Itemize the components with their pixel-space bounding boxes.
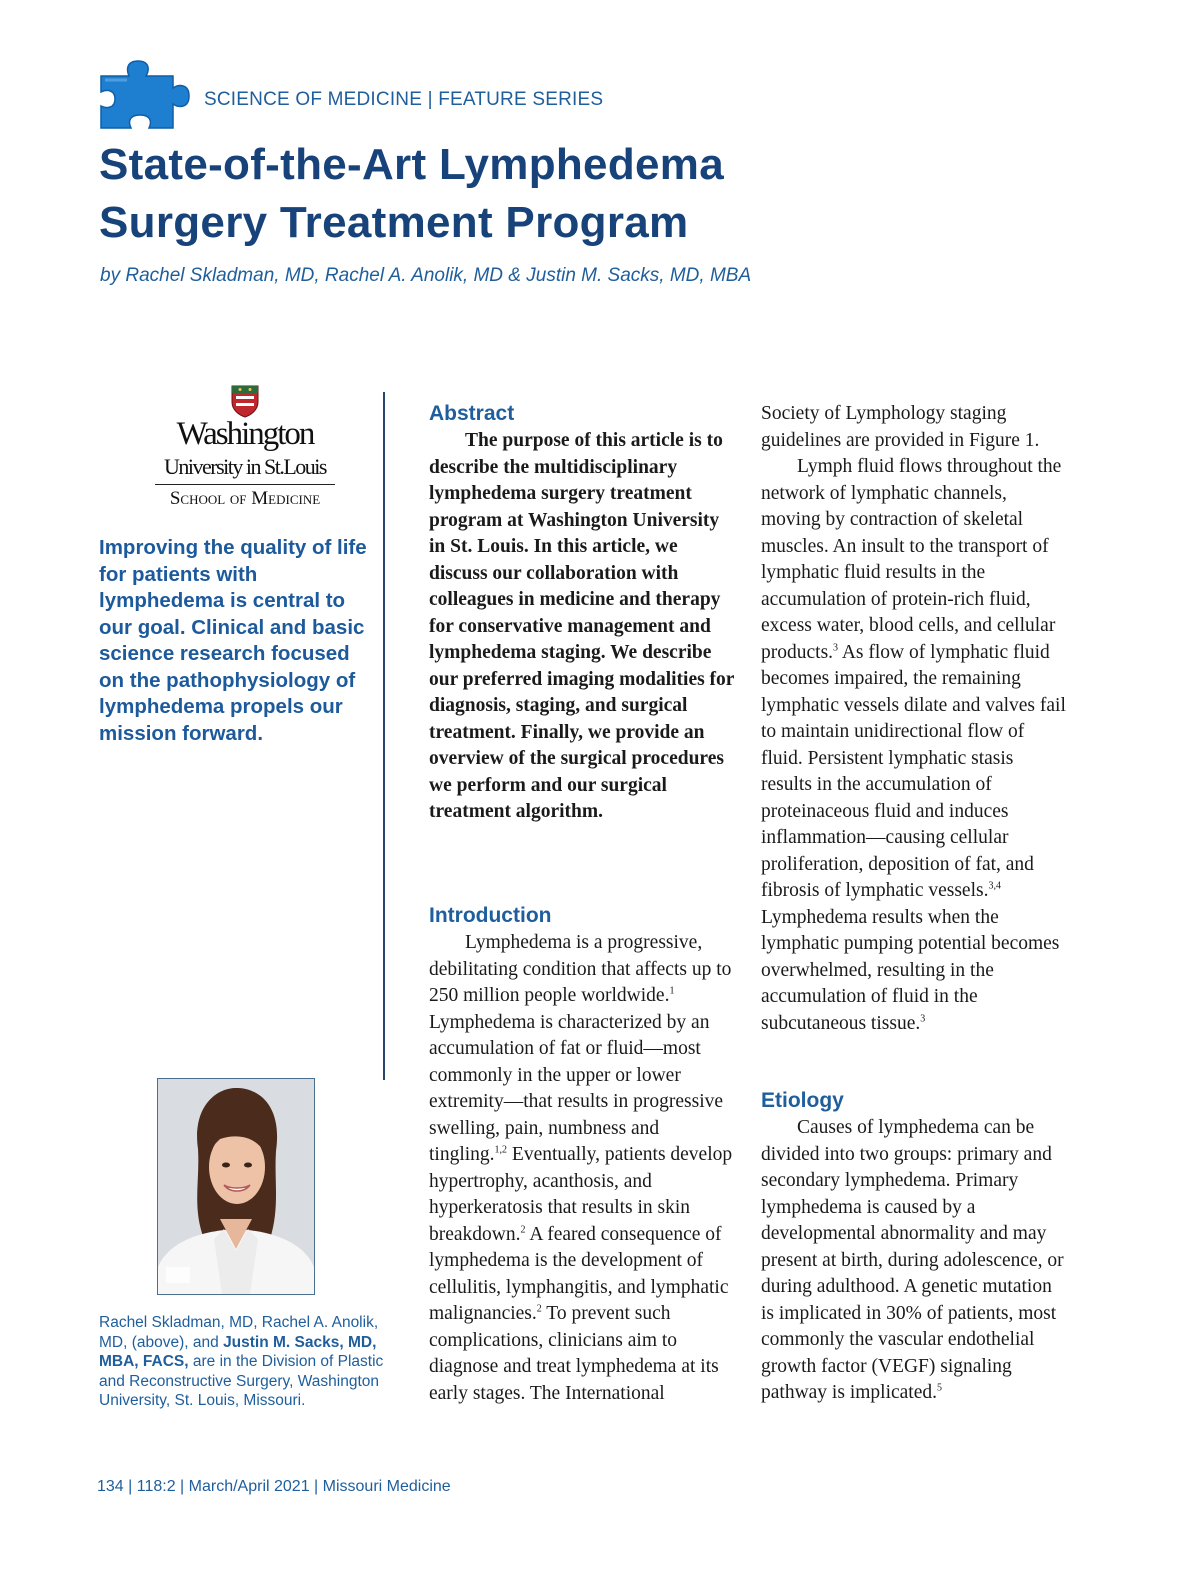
paragraph-text: As flow of lymphatic fluid becomes impaired, the remaining lymphatic vessels dilate and valves fail to maintain unidirectional flow of fluid. Persistent lymphatic stasis results in the accumulation of proteinaceous fluid and induces inflammation—causing cellular proliferation, deposition of fat, and fibrosis of lymphatic vessels. (761, 641, 1066, 901)
abstract-heading: Abstract (429, 402, 515, 425)
paragraph-text: Lymphedema results when the lymphatic pumping potential becomes overwhelmed, resulting in the accumulation of fluid in the subcutaneous tissue. (761, 906, 1060, 1034)
citation-ref: 2 (520, 1224, 526, 1235)
paragraph-text: Causes of lymphedema can be divided into two groups: primary and secondary lymphedema. Primary lymphedema is caused by a developmental abnormality and may present at birth, during adolescence, or during adulthood. A genetic mutation is implicated in 30% of patients, most commonly the vascular endothelial growth factor (VEGF) signaling pathway is implicated. (761, 1117, 1064, 1403)
paragraph-text: Lymph fluid flows throughout the network of lymphatic channels, moving by contraction of skeletal muscles. An insult to the transport of lymphatic fluid results in the accumulation of protein-rich fluid, excess water, blood cells, and cellular products. (761, 456, 1062, 663)
citation-ref: 3 (920, 1013, 926, 1024)
etiology-body (761, 1115, 1066, 1407)
author-portrait-image (158, 1079, 314, 1294)
etiology-paragraph (761, 1115, 1066, 1407)
washu-logo (150, 384, 340, 514)
logo-line-3: School of Medicine (169, 488, 321, 509)
column-divider (383, 392, 385, 1080)
intro-sentence: To prevent such complications, clinicians aim to diagnose and treat lymphedema at its early stages. The International (429, 1303, 719, 1404)
citation-ref: 3,4 (988, 880, 1001, 892)
citation-ref: 5 (937, 1382, 942, 1394)
caption-text-1: Rachel Skladman, MD, Rachel A. Anolik, MD, (above), and (99, 1314, 379, 1351)
logo-divider (155, 484, 335, 485)
intro-sentence: A feared consequence of lymphedema is the development of cellulitis, lymphangitis, and lymphatic malignancies. (429, 1223, 729, 1324)
abstract-body (429, 428, 739, 826)
logo-line-1: Washington (176, 416, 314, 452)
article-title (99, 136, 999, 252)
etiology-heading: Etiology (761, 1089, 844, 1112)
citation-ref: 2 (536, 1303, 542, 1315)
logo-line-2: University in St.Louis (164, 454, 326, 479)
intro-sentence: Lymphedema is a progressive, debilitating condition that affects up to 250 million people worldwide. (429, 932, 732, 1006)
introduction-heading: Introduction (429, 904, 552, 927)
puzzle-piece-icon (93, 58, 193, 134)
caption-author-name: Justin M. Sacks, MD, MBA, FACS, (99, 1333, 377, 1370)
byline: by Rachel Skladman, MD, Rachel A. Anolik, MD & Justin M. Sacks, MD, MBA (100, 265, 752, 286)
abstract-text: The purpose of this article is to describe the multidisciplinary lymphedema surgery treatment program at Washington University in St. Louis. In this article, we discuss our collaboration with colleagues in medicine and therapy for conservative management and lymphedema staging. We describe our preferred imaging modalities for diagnosis, staging, and surgical treatment. Finally, we provide an overview of the surgical procedures we perform and our surgical treatment algorithm. (429, 430, 735, 822)
caption-text-2: are in the Division of Plastic and Reconstructive Surgery, Washington University, St. Louis, Missouri. (99, 1353, 384, 1409)
title-line-1: State-of-the-Art Lymphedema (99, 140, 724, 189)
intro-sentence: Eventually, patients develop hypertrophy, acanthosis, and hyperkeratosis that results in skin breakdown. (429, 1144, 733, 1245)
shield-crest-icon (230, 384, 260, 418)
citation-ref: 1,2 (494, 1144, 508, 1156)
lymph-flow-paragraph (761, 454, 1066, 1037)
citation-ref: 3 (833, 642, 839, 653)
series-label: SCIENCE OF MEDICINE | FEATURE SERIES (204, 89, 604, 110)
page-footer: 134 | 118:2 | March/April 2021 | Missouri Medicine (97, 1478, 451, 1495)
column-3-body (761, 401, 1066, 1037)
citation-ref: 1 (669, 985, 675, 997)
author-caption (99, 1313, 394, 1411)
pull-quote: Improving the quality of life for patients with lymphedema is central to our goal. Clinical and basic science research focused on the pathophysiology of lymphedema propels our mission forward. (99, 536, 367, 745)
continued-paragraph: Society of Lymphology staging guidelines are provided in Figure 1. (761, 403, 1040, 451)
introduction-paragraph (429, 930, 741, 1407)
introduction-body (429, 930, 741, 1407)
title-line-2: Surgery Treatment Program (99, 198, 689, 247)
intro-sentence: Lymphedema is characterized by an accumulation of fat or fluid—most commonly in the upper or lower extremity—that results in progressive swelling, pain, numbness and tingling. (429, 1011, 724, 1165)
author-photo (157, 1078, 315, 1295)
